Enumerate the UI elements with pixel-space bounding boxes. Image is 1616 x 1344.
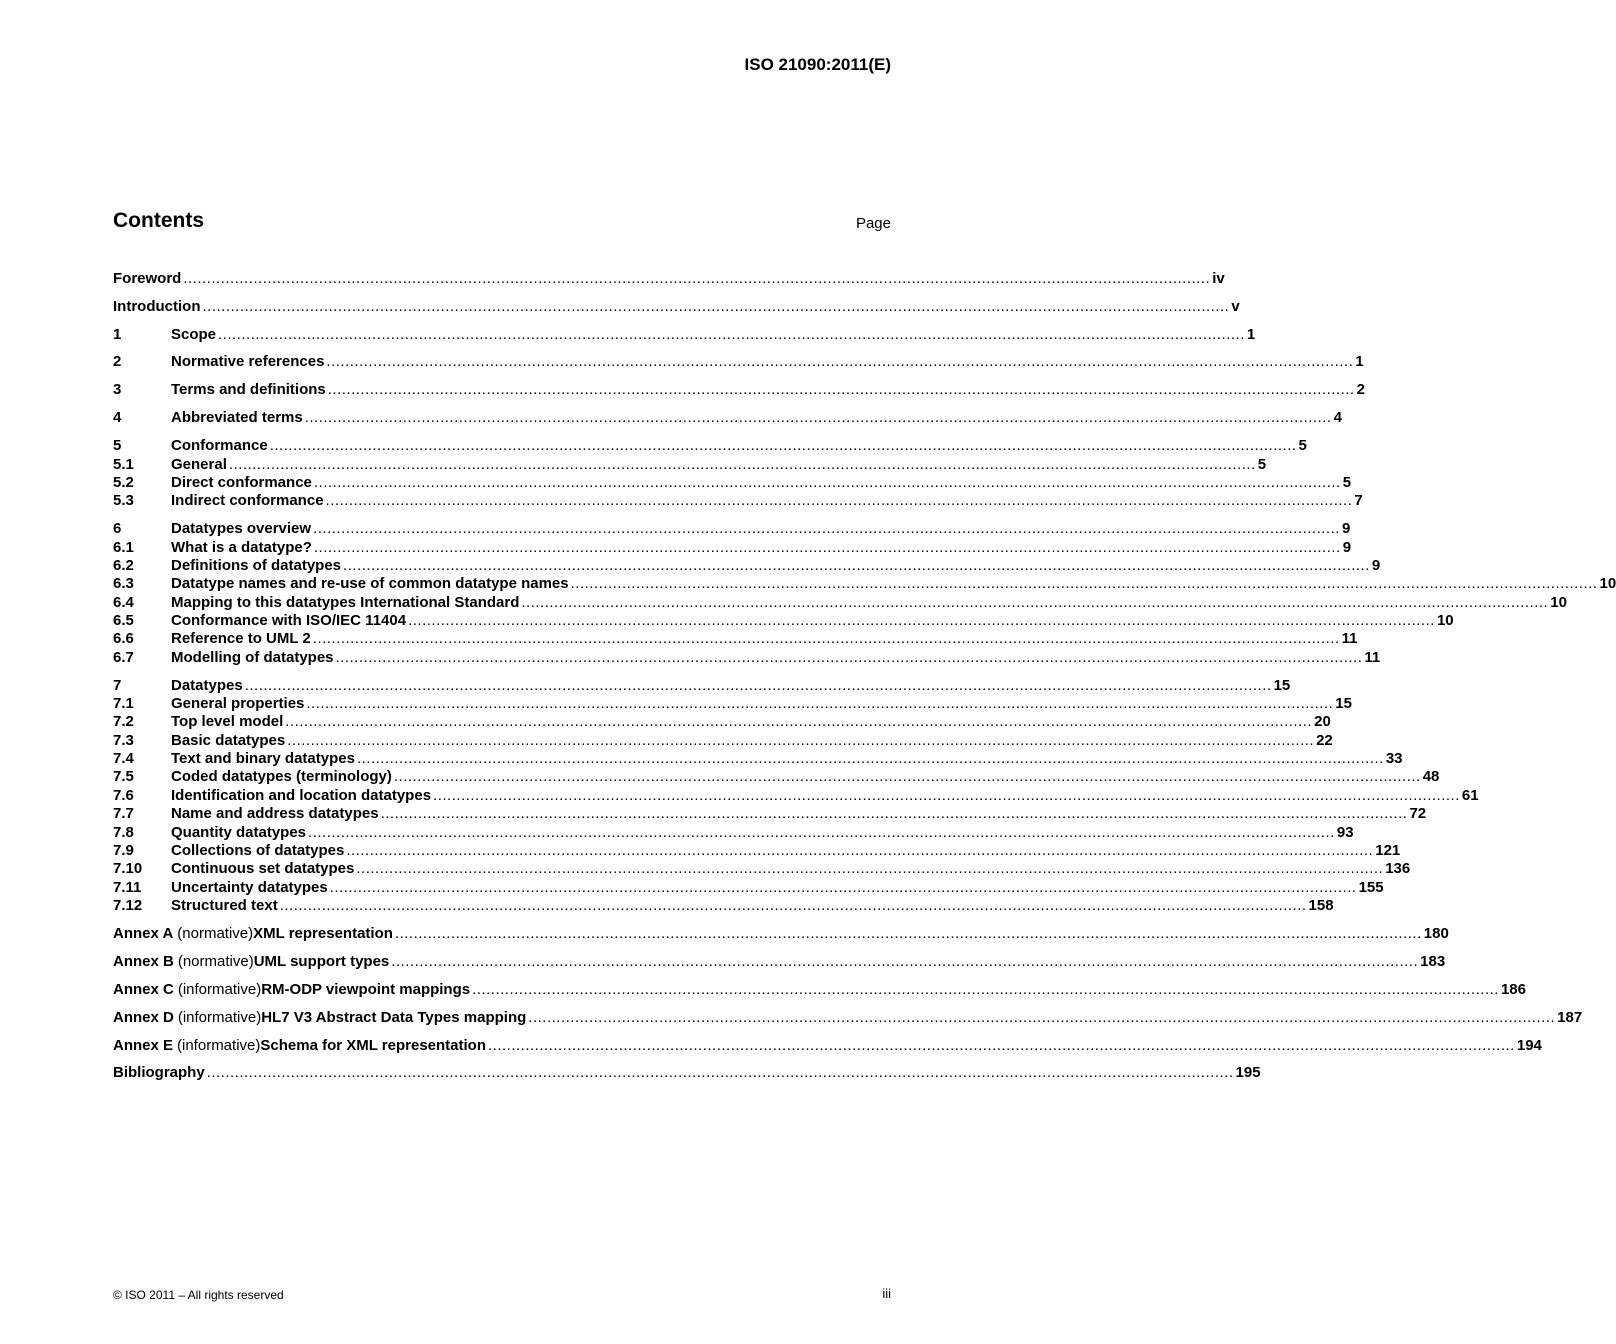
dot-leader: ............................................................................................................................................................................................................................ [346,842,1374,859]
annex-type: (informative) [177,1037,261,1054]
toc-title: Scope [171,326,217,343]
toc-section-number: 6.7 [113,649,134,666]
dot-leader: ............................................................................................................................................................................................................................ [408,612,1435,629]
toc-section-number: 7.2 [113,713,134,730]
toc-entry[interactable] [113,612,1454,630]
toc-section-number: 7.3 [113,732,134,749]
toc-page-number: 9 [1371,557,1381,574]
dot-leader: ............................................................................................................................................................................................................................ [343,557,1370,574]
toc-section-number: 6.4 [113,594,134,611]
toc-page-number: 2 [1356,381,1365,398]
dot-leader: ............................................................................................................................................................................................................................ [327,381,1355,398]
toc-section-number: 5.3 [113,492,134,509]
toc-entry[interactable] [113,768,1440,786]
toc-section-number: 7.6 [113,787,134,804]
toc-page-number: 33 [1385,750,1403,767]
dot-leader: ............................................................................................................................................................................................................................ [313,539,1341,556]
toc-entry[interactable] [113,805,1427,823]
dot-leader: ............................................................................................................................................................................................................................ [335,649,1363,666]
footer-copyright: © ISO 2011 – All rights reserved [113,1288,284,1302]
toc-section-number: 4 [113,409,122,426]
dot-leader: ............................................................................................................................................................................................................................ [304,409,1332,426]
toc-entry[interactable] [113,981,1526,999]
toc-section-number: 6.6 [113,630,134,647]
toc-page-number: 9 [1341,520,1351,537]
toc-entry[interactable] [113,353,1364,371]
toc-page-number: iv [1212,270,1225,287]
dot-leader: ............................................................................................................................................................................................................................ [326,353,1354,370]
dot-leader: ............................................................................................................................................................................................................................ [218,326,1245,343]
toc-section-number: 2 [113,353,122,370]
toc-entry[interactable] [113,326,1256,344]
toc-page-number: v [1231,298,1240,315]
toc-title: Indirect conformance [171,492,324,509]
toc-title: Mapping to this datatypes International Standard [171,594,520,611]
toc-page-number: 194 [1516,1037,1542,1054]
toc-page-number: 7 [1354,492,1363,509]
annex-type: (informative) [177,1009,262,1026]
annex-type: (normative) [177,925,254,942]
toc-page-number: 5 [1342,474,1352,491]
toc-page-number: 11 [1364,649,1381,666]
toc-entry[interactable] [113,953,1446,971]
toc-page-number: 1 [1246,326,1256,343]
toc-section-number: 6.2 [113,557,134,574]
toc-page-number: 121 [1375,842,1401,859]
toc-title: Name and address datatypes [171,805,379,822]
dot-leader: ............................................................................................................................................................................................................................ [570,575,1598,592]
toc-section-number: 7.7 [113,805,134,822]
toc-section-number: 7.10 [113,860,143,877]
toc-entry[interactable] [113,630,1358,648]
footer-page-number: iii [882,1286,891,1301]
toc-page-number: 195 [1235,1064,1261,1081]
toc-title: Conformance with ISO/IEC 11404 [171,612,407,629]
toc-entry[interactable] [113,474,1352,492]
dot-leader: ............................................................................................................................................................................................................................ [325,492,1353,509]
dot-leader: ............................................................................................................................................................................................................................ [313,474,1341,491]
toc-title: Schema for XML representation [260,1037,486,1054]
toc-title: HL7 V3 Abstract Data Types mapping [261,1009,527,1026]
toc-title: Datatype names and re-use of common datatype names [171,575,569,592]
toc-entry[interactable] [113,492,1363,510]
toc-page-number: 10 [1599,575,1616,592]
toc-entry[interactable] [113,897,1334,915]
toc-title: Datatypes overview [171,520,312,537]
contents-title: Contents [113,209,204,232]
toc-entry[interactable] [113,437,1307,455]
toc-page-number: 155 [1358,879,1384,896]
toc-entry[interactable] [113,824,1354,842]
dot-leader: ............................................................................................................................................................................................................................ [308,824,1335,841]
toc-section-number: 1 [113,326,122,343]
dot-leader: ............................................................................................................................................................................................................................ [393,768,1421,785]
dot-leader: ............................................................................................................................................................................................................................ [202,298,1230,315]
toc-entry[interactable] [113,732,1333,750]
toc-title: Direct conformance [171,474,312,491]
toc-section-number: 6.5 [113,612,134,629]
toc-section-number: 7.12 [113,897,143,914]
toc-page-number: 72 [1409,805,1427,822]
page-column-label: Page [855,215,891,232]
toc-entry[interactable] [113,1009,1583,1027]
annex-label: Annex E [113,1037,174,1054]
toc-title: What is a datatype? [171,539,312,556]
toc-title: Uncertainty datatypes [171,879,328,896]
toc-entry[interactable] [113,713,1331,731]
toc-entry[interactable] [113,1037,1542,1055]
toc-page-number: 10 [1550,594,1567,611]
dot-leader: ............................................................................................................................................................................................................................ [287,732,1315,749]
document-id: ISO 21090:2011(E) [744,55,891,74]
dot-leader: ............................................................................................................................................................................................................................ [394,925,1422,942]
toc-page-number: 15 [1273,677,1291,694]
toc-title: Datatypes [171,677,243,694]
toc-page-number: 15 [1335,695,1352,712]
toc-page-number: 10 [1436,612,1454,629]
toc-section-number: 3 [113,381,122,398]
toc-entry[interactable] [113,575,1616,593]
toc-entry[interactable] [113,879,1384,897]
annex-type: (normative) [177,953,254,970]
toc-page-number: 5 [1257,456,1267,473]
annex-type: (informative) [177,981,262,998]
toc-entry[interactable] [113,539,1352,557]
toc-entry[interactable] [113,842,1401,860]
toc-title: Foreword [113,270,182,287]
toc-title: Basic datatypes [171,732,286,749]
toc-page-number: 186 [1500,981,1526,998]
toc-title: Collections of datatypes [171,842,345,859]
toc-title: Introduction [113,298,201,315]
dot-leader: ............................................................................................................................................................................................................................ [380,805,1408,822]
toc-section-number: 7.8 [113,824,134,841]
toc-section-number: 7.4 [113,750,134,767]
toc-title: Abbreviated terms [171,409,303,426]
dot-leader: ............................................................................................................................................................................................................................ [356,750,1384,767]
toc-entry[interactable] [113,677,1291,695]
toc-entry[interactable] [113,750,1403,768]
toc-page-number: 22 [1316,732,1333,749]
toc-section-number: 7.5 [113,768,134,785]
annex-label: Annex D [113,1009,174,1026]
toc-entry[interactable] [113,456,1267,474]
dot-leader: ............................................................................................................................................................................................................................ [391,953,1419,970]
toc-section-number: 5.1 [113,456,134,473]
dot-leader: ............................................................................................................................................................................................................................ [433,787,1460,804]
toc-page-number: 187 [1557,1009,1583,1026]
dot-leader: ............................................................................................................................................................................................................................ [488,1037,1515,1054]
toc-section-number: 6.1 [113,539,134,556]
toc-page-number: 11 [1341,630,1358,647]
toc-section-number: 7 [113,677,122,694]
dot-leader: ............................................................................................................................................................................................................................ [528,1009,1556,1026]
toc-title: General properties [171,695,305,712]
dot-leader: ............................................................................................................................................................................................................................ [312,630,1340,647]
toc-entry[interactable] [113,520,1351,538]
toc-section-number: 7.11 [113,879,142,896]
toc-title: Structured text [171,897,278,914]
dot-leader: ............................................................................................................................................................................................................................ [356,860,1384,877]
dot-leader: ............................................................................................................................................................................................................................ [244,677,1272,694]
toc-title: Quantity datatypes [171,824,307,841]
dot-leader: ............................................................................................................................................................................................................................ [279,897,1307,914]
toc-section-number: 7.1 [113,695,134,712]
toc-entry[interactable] [113,409,1342,427]
toc-entry[interactable] [113,649,1381,667]
dot-leader: ............................................................................................................................................................................................................................ [521,594,1549,611]
toc-title: RM-ODP viewpoint mappings [261,981,471,998]
toc-title: Top level model [171,713,284,730]
toc-section-number: 6 [113,520,122,537]
toc-section-number: 7.9 [113,842,134,859]
toc-title: Text and binary datatypes [171,750,355,767]
annex-label: Annex A [113,925,174,942]
toc-page-number: 9 [1342,539,1352,556]
toc-title: Identification and location datatypes [171,787,432,804]
toc-title: Modelling of datatypes [171,649,334,666]
toc-title: Bibliography [113,1064,205,1081]
toc-entry[interactable] [113,381,1365,399]
toc-page-number: 20 [1314,713,1331,730]
toc-title: Coded datatypes (terminology) [171,768,392,785]
annex-label: Annex C [113,981,174,998]
toc-page-number: 158 [1308,897,1334,914]
toc-page-number: 180 [1423,925,1449,942]
dot-leader: ............................................................................................................................................................................................................................ [206,1064,1234,1081]
dot-leader: ............................................................................................................................................................................................................................ [306,695,1334,712]
toc-section-number: 5.2 [113,474,134,491]
toc-page-number: 93 [1336,824,1354,841]
toc-title: Terms and definitions [171,381,326,398]
dot-leader: ............................................................................................................................................................................................................................ [269,437,1297,454]
dot-leader: ............................................................................................................................................................................................................................ [228,456,1256,473]
toc-title: Continuous set datatypes [171,860,355,877]
dot-leader: ............................................................................................................................................................................................................................ [472,981,1499,998]
toc-page-number: 136 [1385,860,1411,877]
toc-page-number: 183 [1420,953,1446,970]
toc-page-number: 4 [1333,409,1342,426]
toc-section-number: 6.3 [113,575,134,592]
toc-section-number: 5 [113,437,122,454]
toc-entry[interactable] [113,925,1449,943]
toc-title: Conformance [171,437,268,454]
toc-page-number: 1 [1355,353,1364,370]
toc-title: Reference to UML 2 [171,630,311,647]
toc-entry[interactable] [113,1064,1261,1082]
toc-title: Definitions of datatypes [171,557,342,574]
toc-entry[interactable] [113,557,1381,575]
toc-entry[interactable] [113,594,1567,612]
toc-page-number: 48 [1422,768,1440,785]
toc-entry[interactable] [113,860,1411,878]
toc-title: General [171,456,227,473]
dot-leader: ............................................................................................................................................................................................................................ [313,520,1340,537]
toc-entry[interactable] [113,270,1225,288]
dot-leader: ............................................................................................................................................................................................................................ [183,270,1211,287]
toc-entry[interactable] [113,787,1479,805]
toc-title: Normative references [171,353,325,370]
dot-leader: ............................................................................................................................................................................................................................ [285,713,1313,730]
dot-leader: ............................................................................................................................................................................................................................ [329,879,1357,896]
toc-entry[interactable] [113,695,1352,713]
annex-label: Annex B [113,953,174,970]
toc-page-number: 5 [1298,437,1307,454]
toc-title: XML representation [253,925,393,942]
toc-entry[interactable] [113,298,1240,316]
toc-page-number: 61 [1461,787,1479,804]
toc-title: UML support types [253,953,390,970]
